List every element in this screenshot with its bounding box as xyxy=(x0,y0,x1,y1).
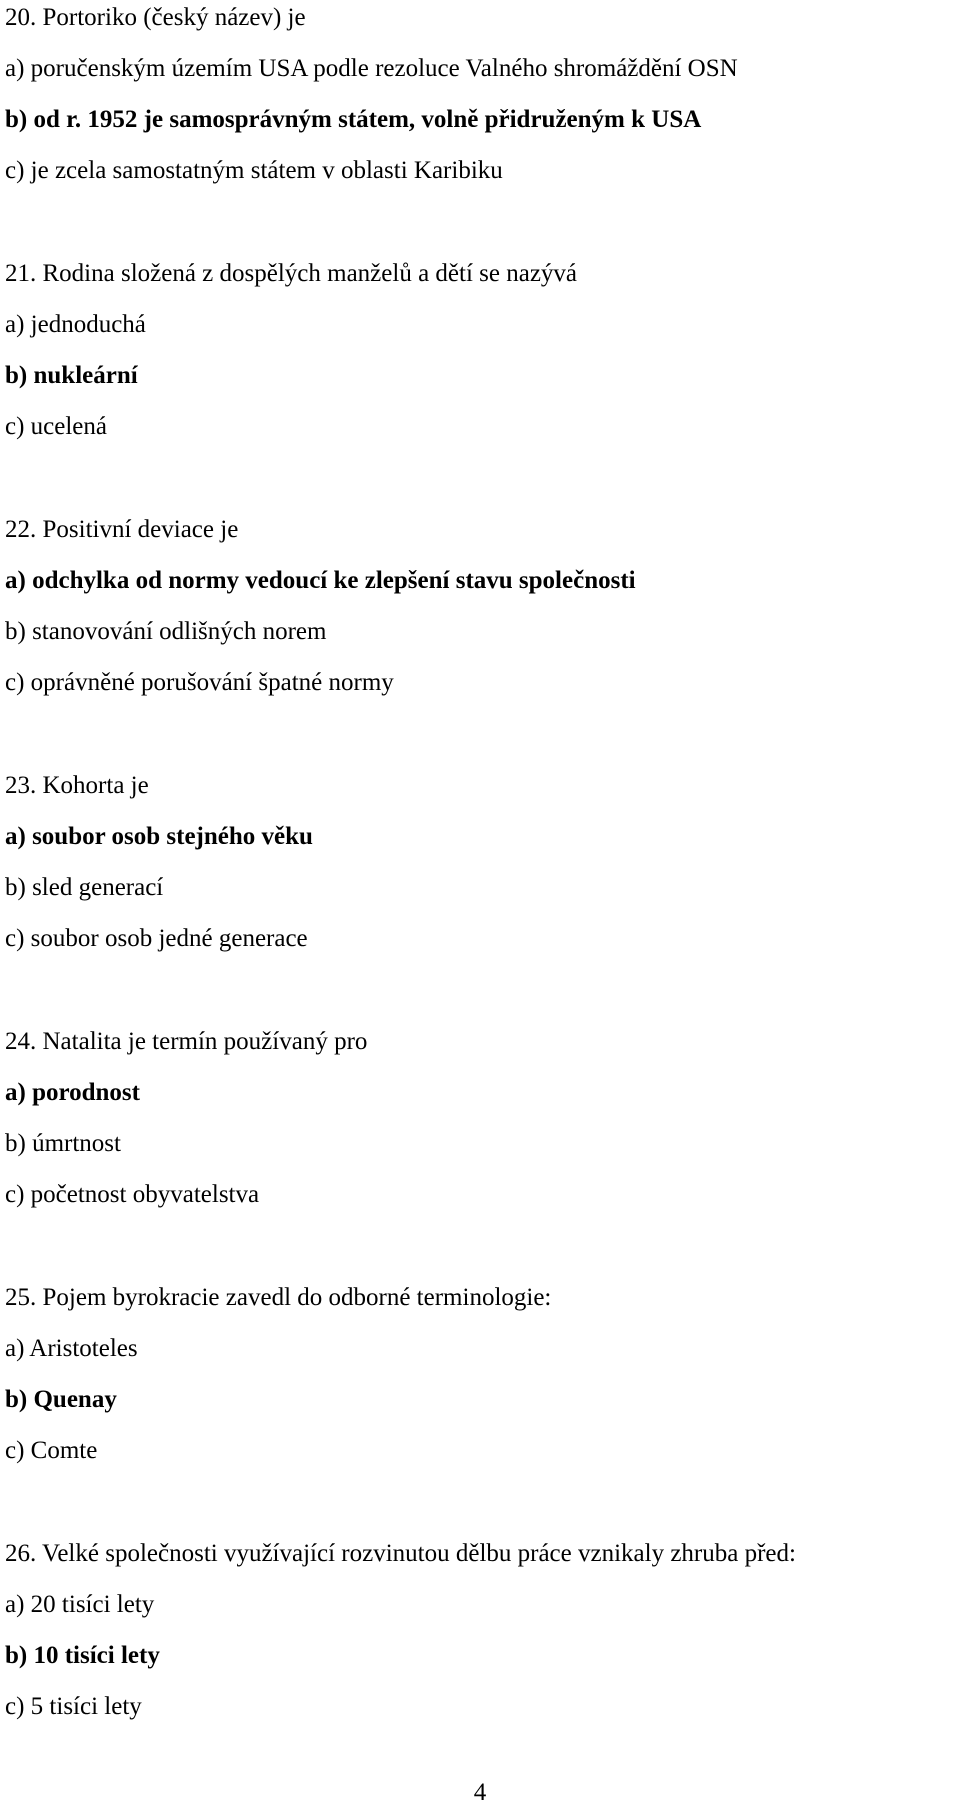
answer-a: a) jednoduchá xyxy=(5,311,146,338)
answer-a-correct: a) soubor osob stejného věku xyxy=(5,823,313,850)
answer-c: c) je zcela samostatným státem v oblasti Karibiku xyxy=(5,157,503,184)
answer-c: c) oprávněné porušování špatné normy xyxy=(5,669,394,696)
answer-a-correct: a) porodnost xyxy=(5,1079,140,1106)
answer-a: a) 20 tisíci lety xyxy=(5,1591,155,1618)
answer-c: c) početnost obyvatelstva xyxy=(5,1181,260,1208)
question-24 xyxy=(5,1016,955,1220)
question-text: 23. Kohorta je xyxy=(5,772,149,799)
question-26 xyxy=(5,1528,955,1732)
answer-c: c) 5 tisíci lety xyxy=(5,1693,142,1720)
answer-c: c) ucelená xyxy=(5,413,108,440)
answer-b: b) úmrtnost xyxy=(5,1130,121,1157)
question-25 xyxy=(5,1272,955,1476)
question-21 xyxy=(5,248,955,452)
page-number: 4 xyxy=(473,1779,487,1806)
question-text: 22. Positivní deviace je xyxy=(5,516,239,543)
answer-b: b) sled generací xyxy=(5,874,164,901)
question-text: 24. Natalita je termín používaný pro xyxy=(5,1028,368,1055)
question-20 xyxy=(5,0,955,196)
question-22 xyxy=(5,504,955,708)
answer-a: a) poručenským územím USA podle rezoluce Valného shromáždění OSN xyxy=(5,55,738,82)
question-text: 21. Rodina složená z dospělých manželů a dětí se nazývá xyxy=(5,260,578,287)
answer-b: b) stanovování odlišných norem xyxy=(5,618,327,645)
answer-b-correct: b) Quenay xyxy=(5,1386,117,1413)
answer-a: a) Aristoteles xyxy=(5,1335,138,1362)
question-text: 20. Portoriko (český název) je xyxy=(5,4,306,31)
question-text: 25. Pojem byrokracie zavedl do odborné terminologie: xyxy=(5,1284,552,1311)
answer-c: c) Comte xyxy=(5,1437,98,1464)
answer-b-correct: b) 10 tisíci lety xyxy=(5,1642,160,1669)
answer-c: c) soubor osob jedné generace xyxy=(5,925,308,952)
answer-b-correct: b) od r. 1952 je samosprávným státem, volně přidruženým k USA xyxy=(5,106,702,133)
answer-a-correct: a) odchylka od normy vedoucí ke zlepšení stavu společnosti xyxy=(5,567,636,594)
answer-b-correct: b) nukleární xyxy=(5,362,138,389)
question-text: 26. Velké společnosti využívající rozvinutou dělbu práce vznikaly zhruba před: xyxy=(5,1540,796,1567)
question-23 xyxy=(5,760,955,964)
